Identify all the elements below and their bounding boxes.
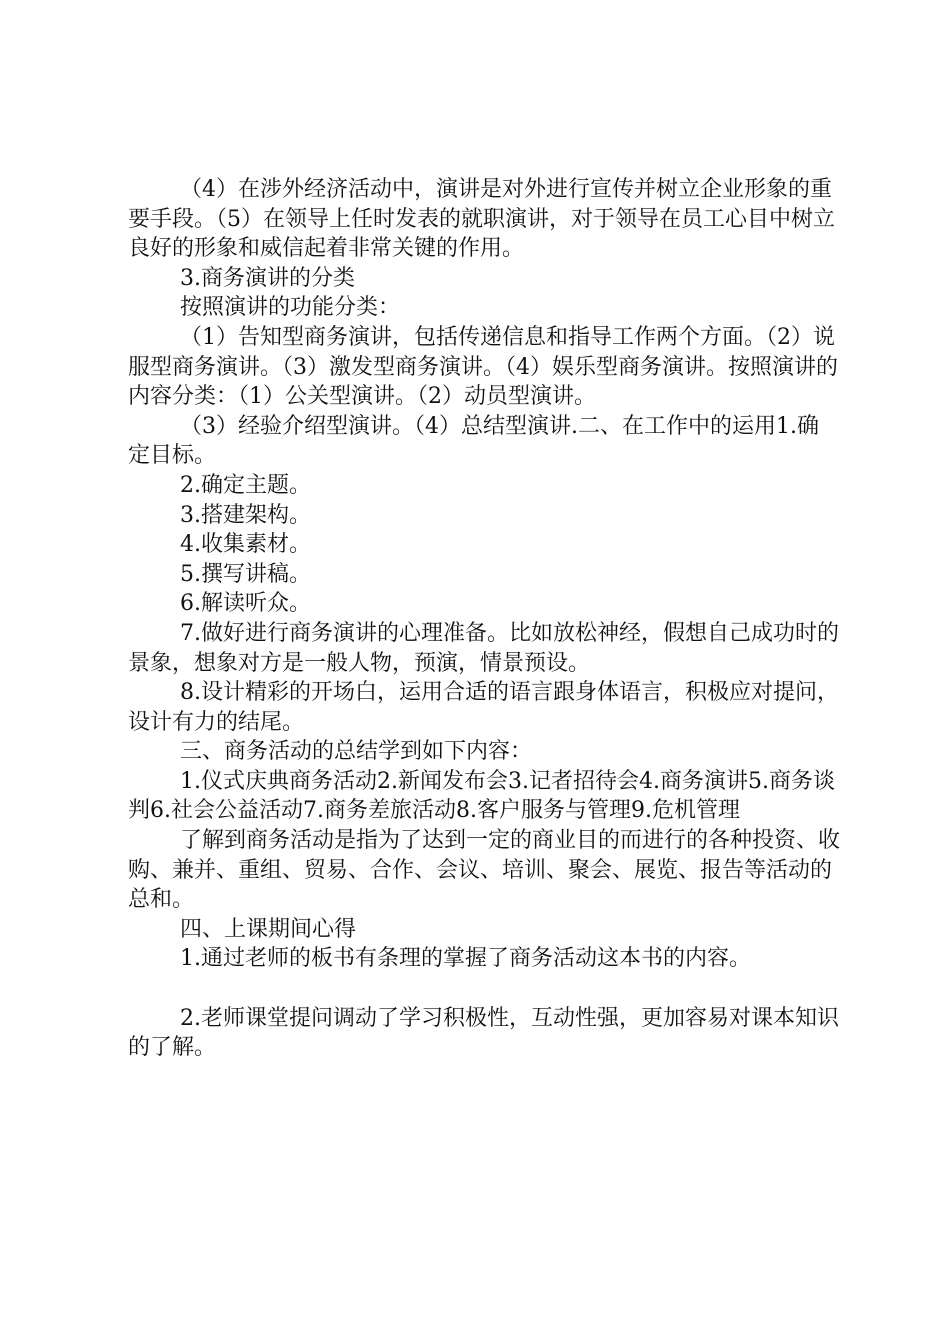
blank-line (128, 974, 840, 1004)
section-heading: 四、上课期间心得 (180, 916, 357, 942)
document-body (128, 175, 840, 1063)
list-item: 7.做好进行商务演讲的心理准备。比如放松神经，假想自己成功时的景象，想象对方是一般人物，预演，情景预设。 (128, 620, 839, 676)
paragraph: 1.仪式庆典商务活动2.新闻发布会3.记者招待会4.商务演讲5.商务谈判6.社会公益活动7.商务差旅活动8.客户服务与管理9.危机管理 (128, 768, 835, 824)
section-heading: 3.商务演讲的分类 (180, 265, 355, 291)
paragraph: （3）经验介绍型演讲。（4）总结型演讲.二、在工作中的运用1.确定目标。 (128, 413, 819, 469)
paragraph: （4）在涉外经济活动中，演讲是对外进行宣传并树立企业形象的重要手段。（5）在领导上任时发表的就职演讲，对于领导在员工心目中树立良好的形象和威信起着非常关键的作用。 (128, 177, 835, 262)
paragraph: 2.老师课堂提问调动了学习积极性，互动性强，更加容易对课本知识的了解。 (128, 1005, 839, 1061)
list-item: 2.确定主题。 (180, 472, 311, 498)
paragraph: 按照演讲的功能分类： (180, 295, 401, 321)
paragraph: 1.通过老师的板书有条理的掌握了商务活动这本书的内容。 (180, 946, 751, 972)
paragraph: 了解到商务活动是指为了达到一定的商业目的而进行的各种投资、收购、兼并、重组、贸易、合作、会议、培训、聚会、展览、报告等活动的总和。 (128, 828, 841, 913)
list-item: 3.搭建架构。 (180, 502, 311, 528)
list-item: 4.收集素材。 (180, 532, 311, 558)
list-item: 6.解读听众。 (180, 591, 311, 617)
paragraph: （1）告知型商务演讲，包括传递信息和指导工作两个方面。（2）说服型商务演讲。（3）激发型商务演讲。（4）娱乐型商务演讲。按照演讲的内容分类：（1）公关型演讲。（2）动员型演讲。 (128, 324, 838, 410)
list-item: 5.撰写讲稿。 (180, 561, 311, 587)
list-item: 8.设计精彩的开场白，运用合适的语言跟身体语言，积极应对提问，设计有力的结尾。 (128, 680, 839, 735)
section-heading: 三、商务活动的总结学到如下内容： (180, 739, 533, 765)
